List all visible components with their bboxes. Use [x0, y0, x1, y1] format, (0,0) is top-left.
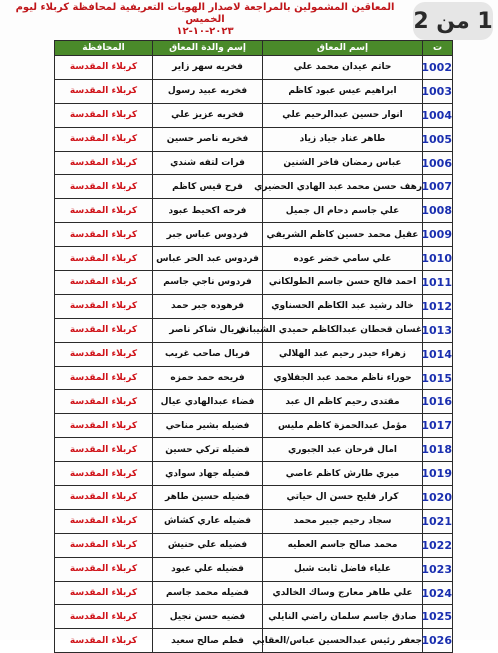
cell-province: كربلاء المقدسة	[55, 533, 153, 557]
cell-number: 1022	[423, 533, 453, 557]
cell-name: احمد فالح حسن جاسم الطولكاني	[263, 271, 423, 295]
cell-number: 1002	[423, 56, 453, 80]
cell-number: 1019	[423, 462, 453, 486]
table-row	[55, 557, 453, 581]
column-header-name: إسم المعاق	[263, 41, 423, 56]
cell-number: 1014	[423, 342, 453, 366]
cell-name: حاتم عيدان محمد علي	[263, 56, 423, 80]
table-row	[55, 342, 453, 366]
table-row	[55, 629, 453, 653]
cell-name: انوار حسين عبدالرحيم علي	[263, 103, 423, 127]
cell-mother-name: فضيله حسين طاهر	[153, 486, 263, 510]
cell-name: عقيل محمد حسين كاظم الشريفي	[263, 223, 423, 247]
cell-mother-name: فرهوده جبر حمد	[153, 294, 263, 318]
cell-name: محمد صالح جاسم العطيه	[263, 533, 423, 557]
cell-province: كربلاء المقدسة	[55, 342, 153, 366]
cell-province: كربلاء المقدسة	[55, 127, 153, 151]
cell-number: 1010	[423, 247, 453, 271]
title-line-1: المعاقين المشمولين بالمراجعة لاصدار الهويات التعريفية لمحافظة كربلاء ليوم الخميس	[15, 2, 395, 25]
cell-name: امال فرحان عبد الجبوري	[263, 438, 423, 462]
document-title	[0, 2, 410, 38]
cell-number: 1013	[423, 318, 453, 342]
cell-name: غسان قحطان عبدالكاظم حميدي الشيباني	[263, 318, 423, 342]
cell-number: 1016	[423, 390, 453, 414]
cell-province: كربلاء المقدسة	[55, 247, 153, 271]
cell-mother-name: فرحه اكحيط عبود	[153, 199, 263, 223]
cell-name: علياء فاضل ثابت شبل	[263, 557, 423, 581]
cell-province: كربلاء المقدسة	[55, 462, 153, 486]
cell-province: كربلاء المقدسة	[55, 486, 153, 510]
cell-name: ابراهيم عيس عبود كاظم	[263, 79, 423, 103]
cell-mother-name: فضيله علي حنيش	[153, 533, 263, 557]
cell-province: كربلاء المقدسة	[55, 271, 153, 295]
cell-province: كربلاء المقدسة	[55, 294, 153, 318]
cell-mother-name: فردوس ناجي جاسم	[153, 271, 263, 295]
table-row	[55, 390, 453, 414]
cell-mother-name: فضيله جهاد سوادي	[153, 462, 263, 486]
cell-province: كربلاء المقدسة	[55, 390, 153, 414]
cell-mother-name: فضيله علي عبود	[153, 557, 263, 581]
cell-name: علي طاهر معارج وساك الخالدي	[263, 581, 423, 605]
cell-province: كربلاء المقدسة	[55, 366, 153, 390]
cell-mother-name: فضيه حسن نجيل	[153, 605, 263, 629]
cell-name: خالد رشيد عبد الكاظم الحسناوي	[263, 294, 423, 318]
cell-mother-name: فضيله تركي حسين	[153, 438, 263, 462]
cell-province: كربلاء المقدسة	[55, 509, 153, 533]
cell-province: كربلاء المقدسة	[55, 151, 153, 175]
cell-name: مؤمل عبدالحمزة كاظم مليس	[263, 414, 423, 438]
cell-province: كربلاء المقدسة	[55, 629, 153, 653]
cell-province: كربلاء المقدسة	[55, 79, 153, 103]
cell-mother-name: فريال شاكر ناصر	[153, 318, 263, 342]
cell-name: جعفر رئيس عبدالحسين عباس/العقابي	[263, 629, 423, 653]
beneficiaries-table	[54, 40, 453, 653]
cell-mother-name: فضاء عبدالهادي عيال	[153, 390, 263, 414]
title-date: ٢٠٢٣-١٠-١٢	[176, 26, 234, 37]
cell-number: 1012	[423, 294, 453, 318]
table-row	[55, 581, 453, 605]
cell-mother-name: فردوس عبد الحر عباس	[153, 247, 263, 271]
cell-number: 1005	[423, 127, 453, 151]
cell-number: 1024	[423, 581, 453, 605]
cell-mother-name: فخريه سهر زاير	[153, 56, 263, 80]
cell-mother-name: فضيله بشير مناحي	[153, 414, 263, 438]
table-row	[55, 223, 453, 247]
cell-mother-name: فريال صاحب غريب	[153, 342, 263, 366]
table-row	[55, 533, 453, 557]
cell-number: 1004	[423, 103, 453, 127]
table-row	[55, 175, 453, 199]
table-row	[55, 486, 453, 510]
cell-name: عباس رمضان فاخر الشنين	[263, 151, 423, 175]
table-row	[55, 56, 453, 80]
cell-name: رهف حسن محمد عبد الهادي الحضيري	[263, 175, 423, 199]
table-row	[55, 509, 453, 533]
cell-number: 1006	[423, 151, 453, 175]
cell-mother-name: فضيله محمد جاسم	[153, 581, 263, 605]
cell-province: كربلاء المقدسة	[55, 223, 153, 247]
table-row	[55, 103, 453, 127]
cell-mother-name: فرح قيس كاظم	[153, 175, 263, 199]
cell-name: علي جاسم دحام ال جميل	[263, 199, 423, 223]
table-row	[55, 366, 453, 390]
table-row	[55, 271, 453, 295]
cell-province: كربلاء المقدسة	[55, 605, 153, 629]
table-row	[55, 79, 453, 103]
column-header-number: ت	[423, 41, 453, 56]
cell-number: 1009	[423, 223, 453, 247]
cell-province: كربلاء المقدسة	[55, 56, 153, 80]
cell-number: 1007	[423, 175, 453, 199]
cell-number: 1015	[423, 366, 453, 390]
table-header-row	[55, 41, 453, 56]
cell-mother-name: فطم صالح سعيد	[153, 629, 263, 653]
cell-number: 1017	[423, 414, 453, 438]
table-row	[55, 294, 453, 318]
cell-name: صادق جاسم سلمان راضي النايلي	[263, 605, 423, 629]
cell-province: كربلاء المقدسة	[55, 581, 153, 605]
cell-province: كربلاء المقدسة	[55, 199, 153, 223]
table-row	[55, 414, 453, 438]
cell-mother-name: فخريه ناصر حسين	[153, 127, 263, 151]
cell-province: كربلاء المقدسة	[55, 175, 153, 199]
table-row	[55, 151, 453, 175]
cell-mother-name: فضيله عاري كشاش	[153, 509, 263, 533]
column-header-province: المحافظة	[55, 41, 153, 56]
cell-number: 1023	[423, 557, 453, 581]
cell-province: كربلاء المقدسة	[55, 414, 153, 438]
table-row	[55, 247, 453, 271]
table-row	[55, 127, 453, 151]
cell-name: كرار فليح حسن ال حياتي	[263, 486, 423, 510]
cell-mother-name: فردوس عباس جبر	[153, 223, 263, 247]
table-row	[55, 438, 453, 462]
cell-number: 1025	[423, 605, 453, 629]
cell-number: 1011	[423, 271, 453, 295]
cell-mother-name: فخريه عبيد رسول	[153, 79, 263, 103]
table-row	[55, 199, 453, 223]
page-indicator: 1 من 2	[413, 2, 493, 40]
cell-mother-name: فريحه حمد حمزه	[153, 366, 263, 390]
cell-mother-name: فخريه عزيز علي	[153, 103, 263, 127]
cell-province: كربلاء المقدسة	[55, 438, 153, 462]
cell-name: ميري طارش كاظم عاصي	[263, 462, 423, 486]
cell-number: 1021	[423, 509, 453, 533]
cell-number: 1008	[423, 199, 453, 223]
cell-name: مقتدى رحيم كاظم ال عبد	[263, 390, 423, 414]
cell-name: علي سامي خضر عوده	[263, 247, 423, 271]
cell-name: زهراء حيدر رحيم عبد الهلالي	[263, 342, 423, 366]
cell-mother-name: فرات لتفه شندي	[153, 151, 263, 175]
cell-province: كربلاء المقدسة	[55, 103, 153, 127]
cell-number: 1003	[423, 79, 453, 103]
cell-number: 1020	[423, 486, 453, 510]
cell-province: كربلاء المقدسة	[55, 557, 153, 581]
column-header-mother: إسم والدة المعاق	[153, 41, 263, 56]
table-row	[55, 318, 453, 342]
table-row	[55, 605, 453, 629]
cell-name: حوراء ناظم محمد عبد الجفلاوي	[263, 366, 423, 390]
table-row	[55, 462, 453, 486]
cell-name: طاهر عناد جياد زياد	[263, 127, 423, 151]
cell-province: كربلاء المقدسة	[55, 318, 153, 342]
cell-number: 1018	[423, 438, 453, 462]
cell-name: سجاد رحيم جبير محمد	[263, 509, 423, 533]
cell-number: 1026	[423, 629, 453, 653]
